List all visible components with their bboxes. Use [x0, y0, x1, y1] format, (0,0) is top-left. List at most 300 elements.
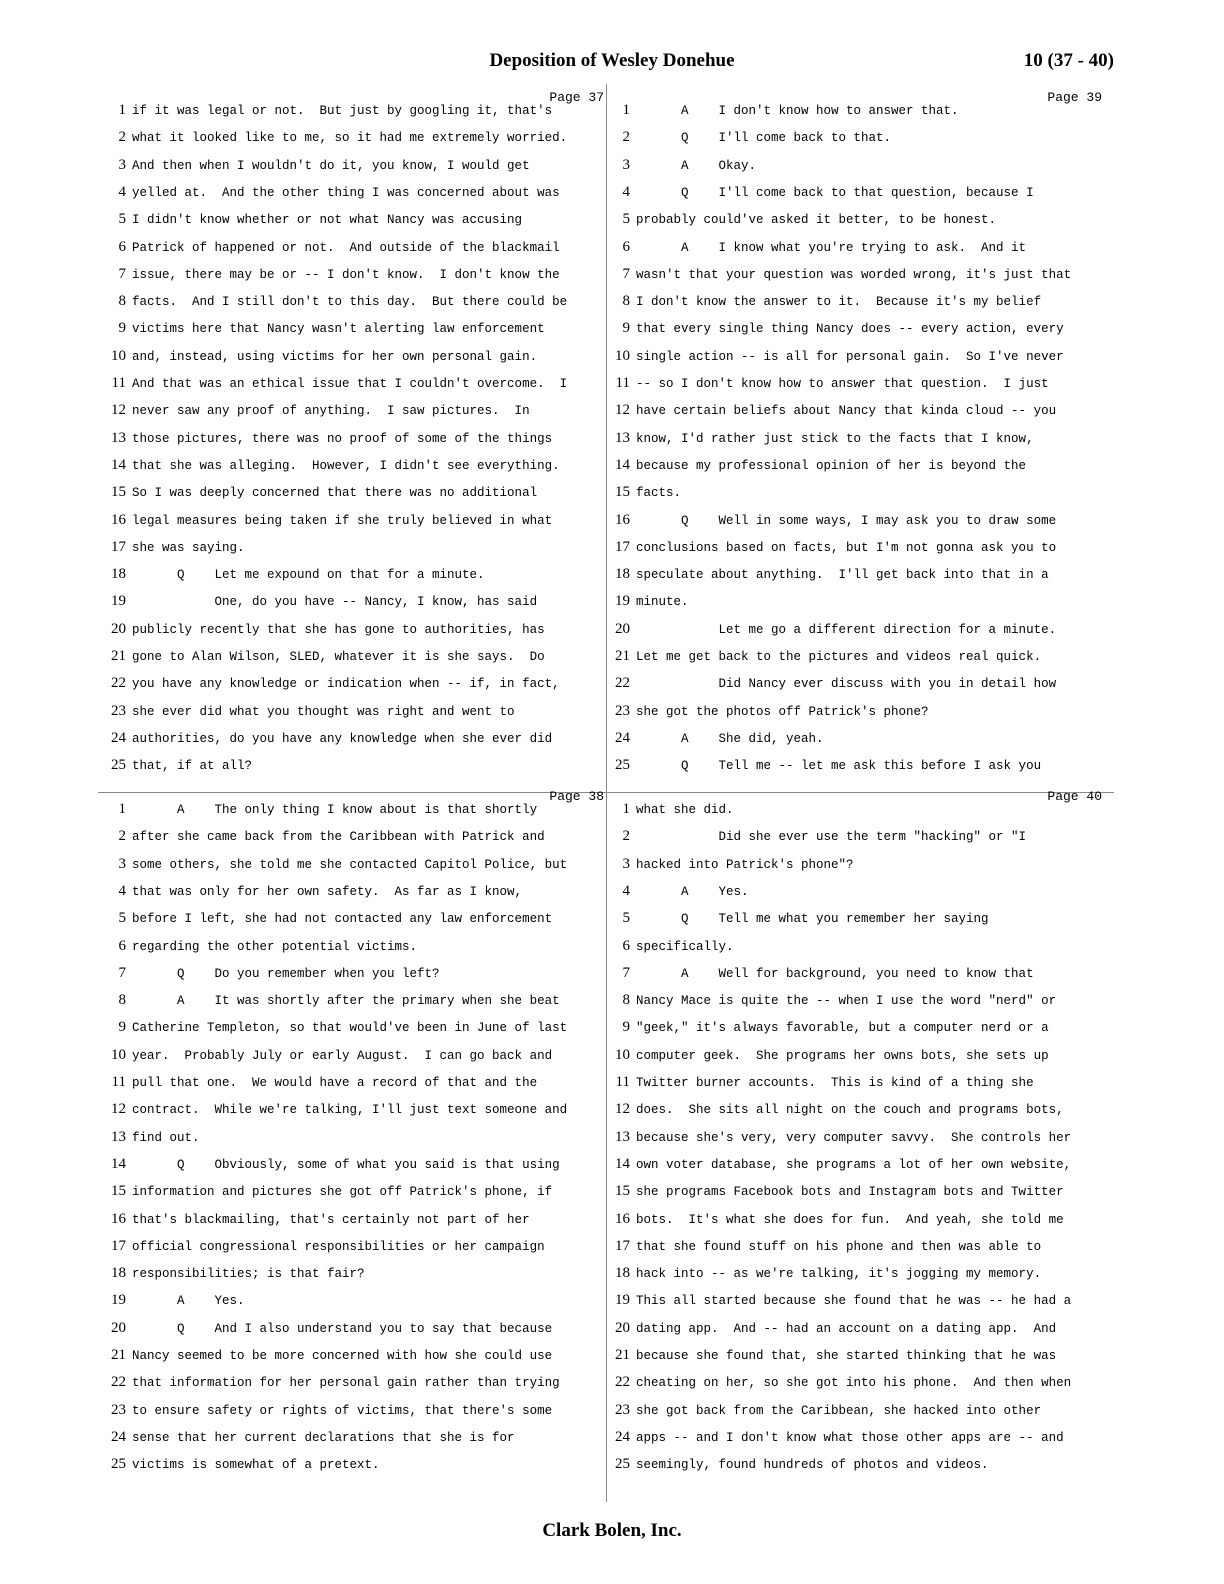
transcript-line	[608, 375, 1049, 395]
line-number: 21	[111, 1347, 126, 1363]
line-number: 11	[615, 375, 630, 391]
line-number: 9	[622, 320, 630, 337]
line-number: 11	[111, 1074, 126, 1090]
line-number: 4	[622, 882, 630, 899]
line-number: 21	[615, 648, 630, 664]
line-text: bots. It's what she does for fun. And yeah, she told me	[636, 1212, 1064, 1227]
transcript-line	[104, 1101, 567, 1121]
line-text: never saw any proof of anything. I saw pictures. In	[132, 404, 530, 419]
line-text: own voter database, she programs a lot of her own website,	[636, 1157, 1072, 1172]
line-text: dating app. And -- had an account on a dating app. And	[636, 1321, 1057, 1336]
transcript-line	[608, 157, 756, 177]
line-text: facts. And I still don't to this day. But there could be	[132, 295, 568, 310]
line-text: A The only thing I know about is that shortly	[132, 803, 538, 817]
line-text: Q Obviously, some of what you said is that using	[132, 1157, 560, 1172]
line-number: 23	[111, 702, 126, 719]
line-text: official congressional responsibilities or her campaign	[132, 1239, 545, 1254]
transcript-line	[104, 1429, 515, 1449]
line-text: what it looked like to me, so it had me extremely worried.	[132, 131, 568, 146]
line-text: some others, she told me she contacted Capitol Police, but	[132, 857, 568, 872]
vertical-divider	[606, 84, 607, 1502]
transcript-line	[104, 375, 567, 395]
transcript-line	[104, 856, 567, 876]
line-number: 12	[615, 1101, 630, 1118]
transcript-line	[104, 1320, 552, 1340]
line-number: 5	[118, 211, 126, 228]
line-number: 22	[111, 675, 126, 692]
line-number: 13	[615, 429, 630, 446]
line-number: 14	[615, 456, 630, 473]
transcript-line	[608, 992, 1056, 1012]
transcript-line	[608, 1047, 1049, 1067]
transcript-line	[104, 239, 560, 259]
line-text: Catherine Templeton, so that would've been in June of last	[132, 1021, 568, 1036]
line-text: Did Nancy ever discuss with you in detail how	[636, 677, 1057, 692]
transcript-line	[104, 1129, 200, 1149]
line-number: 2	[622, 129, 630, 146]
transcript-line	[104, 348, 537, 368]
line-number: 18	[615, 1265, 630, 1282]
transcript-line	[608, 703, 929, 723]
line-text: Q Tell me -- let me ask this before I ask you	[636, 759, 1042, 774]
line-number: 9	[118, 1019, 126, 1036]
transcript-line	[608, 348, 1064, 368]
line-number: 4	[622, 183, 630, 200]
line-text: authorities, do you have any knowledge when she ever did	[132, 731, 553, 746]
transcript-line	[608, 1265, 1041, 1285]
transcript-line	[608, 1156, 1071, 1176]
line-number: 3	[622, 855, 630, 872]
transcript-line	[104, 102, 552, 122]
line-text: before I left, she had not contacted any law enforcement	[132, 912, 553, 927]
line-text: victims here that Nancy wasn't alerting law enforcement	[132, 322, 545, 337]
line-number: 3	[118, 156, 126, 173]
line-number: 3	[622, 156, 630, 173]
transcript-line	[608, 675, 1056, 695]
transcript-line	[104, 828, 545, 848]
line-number: 18	[615, 566, 630, 583]
line-number: 6	[622, 937, 630, 954]
transcript-line	[104, 1211, 530, 1231]
line-text: Q And I also understand you to say that because	[132, 1321, 553, 1336]
transcript-line	[608, 648, 1041, 668]
line-text: Nancy Mace is quite the -- when I use the word "nerd" or	[636, 994, 1057, 1009]
line-number: 5	[622, 211, 630, 228]
line-text: that information for her personal gain rather than trying	[132, 1376, 560, 1391]
transcript-line	[608, 593, 689, 613]
line-number: 14	[111, 1155, 126, 1172]
line-text: seemingly, found hundreds of photos and videos.	[636, 1458, 989, 1473]
line-number: 14	[615, 1155, 630, 1172]
line-text: Nancy seemed to be more concerned with how she could use	[132, 1349, 553, 1363]
transcript-line	[608, 320, 1064, 340]
transcript-line	[104, 184, 560, 204]
line-text: Q Tell me what you remember her saying	[636, 912, 989, 927]
line-number: 4	[118, 183, 126, 200]
line-text: hacked into Patrick's phone"?	[636, 857, 854, 872]
line-number: 15	[111, 1183, 126, 1200]
transcript-line	[104, 566, 485, 586]
line-text: to ensure safety or rights of victims, that there's some	[132, 1403, 553, 1418]
line-text: -- so I don't know how to answer that question. I just	[636, 377, 1049, 391]
footer-company: Clark Bolen, Inc.	[542, 1520, 682, 1541]
line-text: conclusions based on facts, but I'm not gonna ask you to	[636, 540, 1057, 555]
line-text: year. Probably July or early August. I can go back and	[132, 1048, 553, 1063]
line-text: Q Well in some ways, I may ask you to draw some	[636, 513, 1057, 528]
line-number: 17	[111, 538, 126, 555]
line-text: issue, there may be or -- I don't know. I don't know the	[132, 267, 560, 282]
line-text: This all started because she found that he was -- he had a	[636, 1294, 1072, 1309]
line-text: specifically.	[636, 939, 734, 954]
transcript-line	[608, 1429, 1064, 1449]
transcript-line	[608, 1129, 1071, 1149]
line-number: 13	[615, 1128, 630, 1145]
line-text: regarding the other potential victims.	[132, 939, 418, 954]
line-text: because my professional opinion of her is beyond the	[636, 458, 1027, 473]
transcript-line	[104, 757, 252, 777]
line-text: have certain beliefs about Nancy that kinda cloud -- you	[636, 404, 1057, 419]
line-text: that every single thing Nancy does -- every action, every	[636, 322, 1064, 337]
transcript-line	[608, 211, 996, 231]
transcript-line	[608, 402, 1056, 422]
transcript-line	[104, 938, 417, 958]
line-number: 23	[615, 702, 630, 719]
transcript-line	[104, 430, 552, 450]
line-number: 20	[615, 620, 630, 637]
transcript-line	[608, 801, 734, 821]
transcript-line	[608, 1347, 1056, 1367]
line-number: 10	[111, 1046, 126, 1063]
line-text: A Okay.	[636, 158, 757, 173]
transcript-line	[608, 129, 891, 149]
transcript-line	[608, 184, 1034, 204]
line-text: because she's very, very computer savvy. She controls her	[636, 1130, 1072, 1145]
transcript-line	[104, 1265, 365, 1285]
line-number: 19	[111, 1292, 126, 1309]
line-text: know, I'd rather just stick to the facts that I know,	[636, 431, 1034, 446]
transcript-line	[104, 703, 515, 723]
line-text: apps -- and I don't know what those other apps are -- and	[636, 1430, 1064, 1445]
transcript-line	[608, 539, 1056, 559]
line-number: 1	[622, 102, 630, 118]
line-text: A I know what you're trying to ask. And it	[636, 240, 1027, 255]
line-number: 23	[111, 1401, 126, 1418]
transcript-line	[608, 566, 1049, 586]
line-number: 25	[111, 757, 126, 774]
line-text: Patrick of happened or not. And outside of the blackmail	[132, 240, 560, 255]
line-number: 24	[111, 729, 126, 746]
transcript-line	[104, 211, 522, 231]
transcript-line	[104, 512, 552, 532]
line-number: 24	[615, 729, 630, 746]
line-number: 6	[622, 238, 630, 255]
transcript-line	[608, 1211, 1064, 1231]
transcript-page-37	[104, 90, 604, 790]
transcript-line	[608, 757, 1041, 777]
line-number: 19	[615, 593, 630, 610]
transcript-line	[104, 320, 545, 340]
transcript-line	[608, 1320, 1056, 1340]
transcript-line	[608, 457, 1026, 477]
transcript-line	[104, 883, 522, 903]
transcript-line	[104, 965, 440, 985]
line-number: 9	[118, 320, 126, 337]
line-number: 2	[118, 828, 126, 845]
line-text: A She did, yeah.	[636, 731, 824, 746]
line-number: 1	[622, 801, 630, 817]
line-number: 25	[615, 757, 630, 774]
line-number: 21	[111, 648, 126, 664]
line-number: 9	[622, 1019, 630, 1036]
line-number: 7	[622, 964, 630, 981]
line-number: 10	[615, 347, 630, 364]
line-text: information and pictures she got off Patrick's phone, if	[132, 1185, 553, 1200]
line-text: Let me go a different direction for a minute.	[636, 622, 1057, 637]
line-number: 20	[111, 1319, 126, 1336]
transcript-line	[608, 828, 1026, 848]
line-number: 18	[111, 1265, 126, 1282]
transcript-line	[608, 1456, 989, 1476]
line-number: 6	[118, 238, 126, 255]
line-number: 5	[622, 910, 630, 927]
transcript-line	[104, 675, 560, 695]
transcript-line	[104, 1347, 552, 1367]
transcript-line	[608, 1019, 1049, 1039]
line-text: And that was an ethical issue that I couldn't overcome. I	[132, 377, 568, 391]
line-text: and, instead, using victims for her own personal gain.	[132, 349, 538, 364]
transcript-line	[104, 539, 245, 559]
line-text: probably could've asked it better, to be honest.	[636, 213, 997, 228]
transcript-line	[608, 266, 1071, 286]
line-text: So I was deeply concerned that there was no additional	[132, 486, 538, 501]
line-text: Q Let me expound on that for a minute.	[132, 568, 485, 583]
page-number-label: Page 37	[549, 90, 604, 105]
line-number: 14	[111, 456, 126, 473]
transcript-line	[608, 1292, 1071, 1312]
document-title: Deposition of Wesley Donehue	[489, 50, 735, 71]
transcript-line	[104, 129, 567, 149]
line-text: that's blackmailing, that's certainly not part of her	[132, 1212, 530, 1227]
transcript-line	[608, 512, 1056, 532]
transcript-line	[104, 1183, 552, 1203]
line-text: One, do you have -- Nancy, I know, has said	[132, 595, 538, 610]
line-text: you have any knowledge or indication when -- if, in fact,	[132, 677, 560, 692]
line-number: 23	[615, 1401, 630, 1418]
line-text: pull that one. We would have a record of that and the	[132, 1076, 538, 1090]
line-number: 7	[622, 265, 630, 282]
line-text: what she did.	[636, 803, 734, 817]
line-number: 22	[615, 1374, 630, 1391]
transcript-line	[608, 102, 959, 122]
line-number: 15	[111, 484, 126, 501]
line-text: that she found stuff on his phone and then was able to	[636, 1239, 1042, 1254]
line-text: computer geek. She programs her owns bots, she sets up	[636, 1048, 1049, 1063]
transcript-line	[608, 965, 1034, 985]
line-number: 11	[111, 375, 126, 391]
transcript-line	[104, 1238, 545, 1258]
line-number: 20	[615, 1319, 630, 1336]
line-number: 8	[118, 293, 126, 310]
line-text: she got the photos off Patrick's phone?	[636, 704, 929, 719]
transcript-line	[608, 1238, 1041, 1258]
line-text: sense that her current declarations that she is for	[132, 1430, 515, 1445]
line-text: that she was alleging. However, I didn't see everything.	[132, 458, 560, 473]
line-text: she got back from the Caribbean, she hacked into other	[636, 1403, 1042, 1418]
transcript-line	[104, 266, 560, 286]
line-number: 13	[111, 1128, 126, 1145]
line-text: find out.	[132, 1130, 200, 1145]
line-number: 8	[622, 992, 630, 1009]
line-number: 5	[118, 910, 126, 927]
transcript-line	[608, 1374, 1071, 1394]
line-number: 22	[111, 1374, 126, 1391]
line-text: after she came back from the Caribbean with Patrick and	[132, 830, 545, 845]
line-text: legal measures being taken if she truly believed in what	[132, 513, 553, 528]
transcript-line	[608, 856, 854, 876]
transcript-line	[104, 1074, 537, 1094]
transcript-line	[104, 402, 530, 422]
line-text: responsibilities; is that fair?	[132, 1267, 365, 1282]
line-text: Let me get back to the pictures and videos real quick.	[636, 650, 1042, 664]
transcript-line	[608, 938, 734, 958]
transcript-line	[608, 430, 1034, 450]
line-number: 3	[118, 855, 126, 872]
line-number: 10	[111, 347, 126, 364]
line-text: Twitter burner accounts. This is kind of a thing she	[636, 1076, 1034, 1090]
line-text: I don't know the answer to it. Because it's my belief	[636, 295, 1042, 310]
transcript-page-39	[608, 90, 1108, 790]
line-text: gone to Alan Wilson, SLED, whatever it is she says. Do	[132, 650, 545, 664]
line-text: A It was shortly after the primary when she beat	[132, 994, 560, 1009]
line-text: "geek," it's always favorable, but a computer nerd or a	[636, 1021, 1049, 1036]
line-text: A Well for background, you need to know that	[636, 966, 1034, 981]
transcript-line	[104, 1019, 567, 1039]
transcript-line	[608, 1183, 1064, 1203]
transcript-line	[104, 484, 537, 504]
line-number: 24	[615, 1428, 630, 1445]
transcript-line	[104, 730, 552, 750]
line-text: facts.	[636, 486, 682, 501]
transcript-line	[104, 801, 537, 821]
line-number: 12	[615, 402, 630, 419]
transcript-line	[608, 293, 1041, 313]
line-number: 16	[111, 511, 126, 528]
line-number: 6	[118, 937, 126, 954]
transcript-line	[608, 730, 824, 750]
transcript-line	[608, 910, 989, 930]
line-text: single action -- is all for personal gain. So I've never	[636, 349, 1064, 364]
transcript-line	[104, 157, 530, 177]
transcript-page-40	[608, 789, 1108, 1489]
line-text: Q Do you remember when you left?	[132, 966, 440, 981]
line-text: because she found that, she started thinking that he was	[636, 1349, 1057, 1363]
transcript-page-38	[104, 789, 604, 1489]
line-text: contract. While we're talking, I'll just text someone and	[132, 1103, 568, 1118]
line-number: 4	[118, 882, 126, 899]
line-number: 12	[111, 1101, 126, 1118]
line-number: 22	[615, 675, 630, 692]
line-number: 11	[615, 1074, 630, 1090]
line-number: 2	[118, 129, 126, 146]
line-text: wasn't that your question was worded wrong, it's just that	[636, 267, 1072, 282]
line-number: 15	[615, 1183, 630, 1200]
line-text: does. She sits all night on the couch and programs bots,	[636, 1103, 1064, 1118]
page-range: 10 (37 - 40)	[1023, 50, 1114, 71]
line-number: 19	[111, 593, 126, 610]
page-number-label: Page 38	[549, 789, 604, 804]
line-text: she programs Facebook bots and Instagram bots and Twitter	[636, 1185, 1064, 1200]
line-number: 16	[615, 511, 630, 528]
line-text: minute.	[636, 595, 689, 610]
line-text: hack into -- as we're talking, it's jogging my memory.	[636, 1267, 1042, 1282]
line-number: 7	[118, 265, 126, 282]
transcript-line	[104, 593, 537, 613]
line-number: 16	[111, 1210, 126, 1227]
line-text: speculate about anything. I'll get back into that in a	[636, 568, 1049, 583]
transcript-line	[104, 1156, 560, 1176]
transcript-line	[104, 1047, 552, 1067]
page-number-label: Page 39	[1047, 90, 1102, 105]
line-number: 2	[622, 828, 630, 845]
transcript-line	[104, 648, 545, 668]
transcript-line	[104, 1402, 552, 1422]
line-text: A Yes.	[132, 1294, 245, 1309]
line-text: Q I'll come back to that question, because I	[636, 185, 1034, 200]
transcript-line	[608, 1101, 1064, 1121]
line-text: victims is somewhat of a pretext.	[132, 1458, 380, 1473]
transcript-line	[608, 883, 749, 903]
transcript-line	[104, 1374, 560, 1394]
line-number: 25	[615, 1456, 630, 1473]
line-number: 18	[111, 566, 126, 583]
page-number-label: Page 40	[1047, 789, 1102, 804]
line-text: Q I'll come back to that.	[636, 131, 892, 146]
line-text: And then when I wouldn't do it, you know, I would get	[132, 158, 530, 173]
transcript-line	[104, 910, 552, 930]
line-number: 12	[111, 402, 126, 419]
line-number: 16	[615, 1210, 630, 1227]
line-text: that, if at all?	[132, 759, 253, 774]
line-number: 15	[615, 484, 630, 501]
line-number: 7	[118, 964, 126, 981]
transcript-line	[104, 293, 567, 313]
transcript-line	[104, 1292, 245, 1312]
line-number: 25	[111, 1456, 126, 1473]
transcript-line	[608, 239, 1026, 259]
line-number: 17	[615, 538, 630, 555]
line-text: A I don't know how to answer that.	[636, 104, 959, 118]
line-number: 8	[118, 992, 126, 1009]
line-text: yelled at. And the other thing I was concerned about was	[132, 185, 560, 200]
line-number: 19	[615, 1292, 630, 1309]
line-number: 17	[615, 1237, 630, 1254]
line-text: if it was legal or not. But just by googling it, that's	[132, 104, 553, 118]
transcript-line	[608, 1402, 1041, 1422]
transcript-line	[104, 992, 560, 1012]
line-number: 8	[622, 293, 630, 310]
line-text: A Yes.	[636, 884, 749, 899]
line-number: 24	[111, 1428, 126, 1445]
transcript-line	[104, 1456, 380, 1476]
transcript-line	[104, 457, 560, 477]
transcript-line	[608, 1074, 1034, 1094]
line-text: those pictures, there was no proof of some of the things	[132, 431, 553, 446]
line-text: publicly recently that she has gone to authorities, has	[132, 622, 545, 637]
line-text: that was only for her own safety. As far as I know,	[132, 884, 523, 899]
line-number: 21	[615, 1347, 630, 1363]
line-text: she ever did what you thought was right and went to	[132, 704, 515, 719]
line-number: 13	[111, 429, 126, 446]
